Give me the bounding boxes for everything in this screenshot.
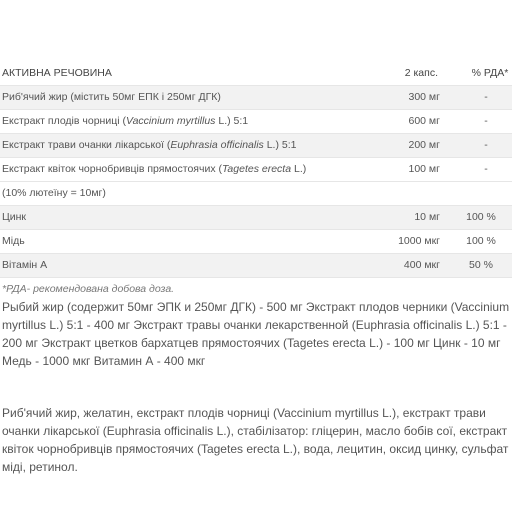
ingredient-note: (10% лютеїну = 10мг) [2, 187, 106, 199]
ingredient-dose: 200 мг [408, 139, 440, 151]
header-active-substance: АКТИВНА РЕЧОВИНА [2, 67, 112, 79]
table-header-row [0, 62, 512, 85]
table-row [0, 229, 512, 253]
ingredient-dose: 1000 мкг [398, 235, 440, 247]
ingredients-text: Риб'ячий жир, желатин, екстракт плодів чорниці (Vaccinium myrtillus L.), екстракт трави очанки лікарської (Euphrasia officinalis L.), стабілізатор: гліцерин, масло бобів сої, екстракт квіток чорнобривців прямостоячих (Tagetes erecta L.), вода, лецитин, оксид цинку, сульфат міді, ретинол. [2, 406, 509, 474]
ingredient-name: Вітамін А [2, 259, 48, 271]
ingredient-rda: 100 % [466, 211, 496, 223]
rda-footnote: *РДА- рекомендована добова доза. [2, 283, 175, 295]
table-row [0, 253, 512, 277]
composition-table [0, 62, 512, 301]
table-row [0, 205, 512, 229]
ingredient-dose: 100 мг [408, 163, 440, 175]
table-row [0, 157, 512, 181]
ingredient-name: Риб'ячий жир (містить 50мг ЕПК і 250мг ДГК) [2, 91, 221, 103]
ingredient-name: Мідь [2, 235, 25, 247]
header-dose: 2 капс. [404, 67, 438, 79]
table-row [0, 85, 512, 109]
ingredient-dose: 300 мг [408, 91, 440, 103]
ingredient-rda: - [484, 163, 488, 175]
ingredient-name: Екстракт квіток чорнобривців прямостоячих (Tagetes erecta L.) [2, 163, 307, 175]
header-rda: % РДА* [471, 67, 509, 79]
table-row [0, 109, 512, 133]
ingredient-dose: 400 мкг [403, 259, 440, 271]
russian-composition-text: Рыбий жир (содержит 50мг ЭПК и 250мг ДГК) - 500 мг Экстракт плодов черники (Vaccinium myrtillus L.) 5:1 - 400 мг Экстракт травы очанки лекарственной (Euphrasia officinalis L.) 5:1 - 200 мг Экстракт цветков бархатцев прямостоячих (Tagetes erecta L.) - 100 мг Цинк - 10 мг Медь - 1000 мкг Витамин А - 400 мкг [2, 300, 510, 368]
ingredient-rda: 50 % [469, 259, 493, 271]
ingredient-name: Цинк [2, 211, 27, 223]
ingredient-dose: 10 мг [414, 211, 440, 223]
table-row [0, 133, 512, 157]
ingredient-name: Екстракт плодів чорниці (Vaccinium myrtillus L.) 5:1 [2, 115, 249, 127]
ingredient-rda: - [484, 139, 488, 151]
table-row [0, 181, 512, 205]
ingredient-rda: - [484, 115, 488, 127]
ingredient-rda: 100 % [466, 235, 496, 247]
ingredient-dose: 600 мг [408, 115, 440, 127]
ingredient-name: Екстракт трави очанки лікарської (Euphrasia officinalis L.) 5:1 [2, 139, 297, 151]
ingredient-rda: - [484, 91, 488, 103]
